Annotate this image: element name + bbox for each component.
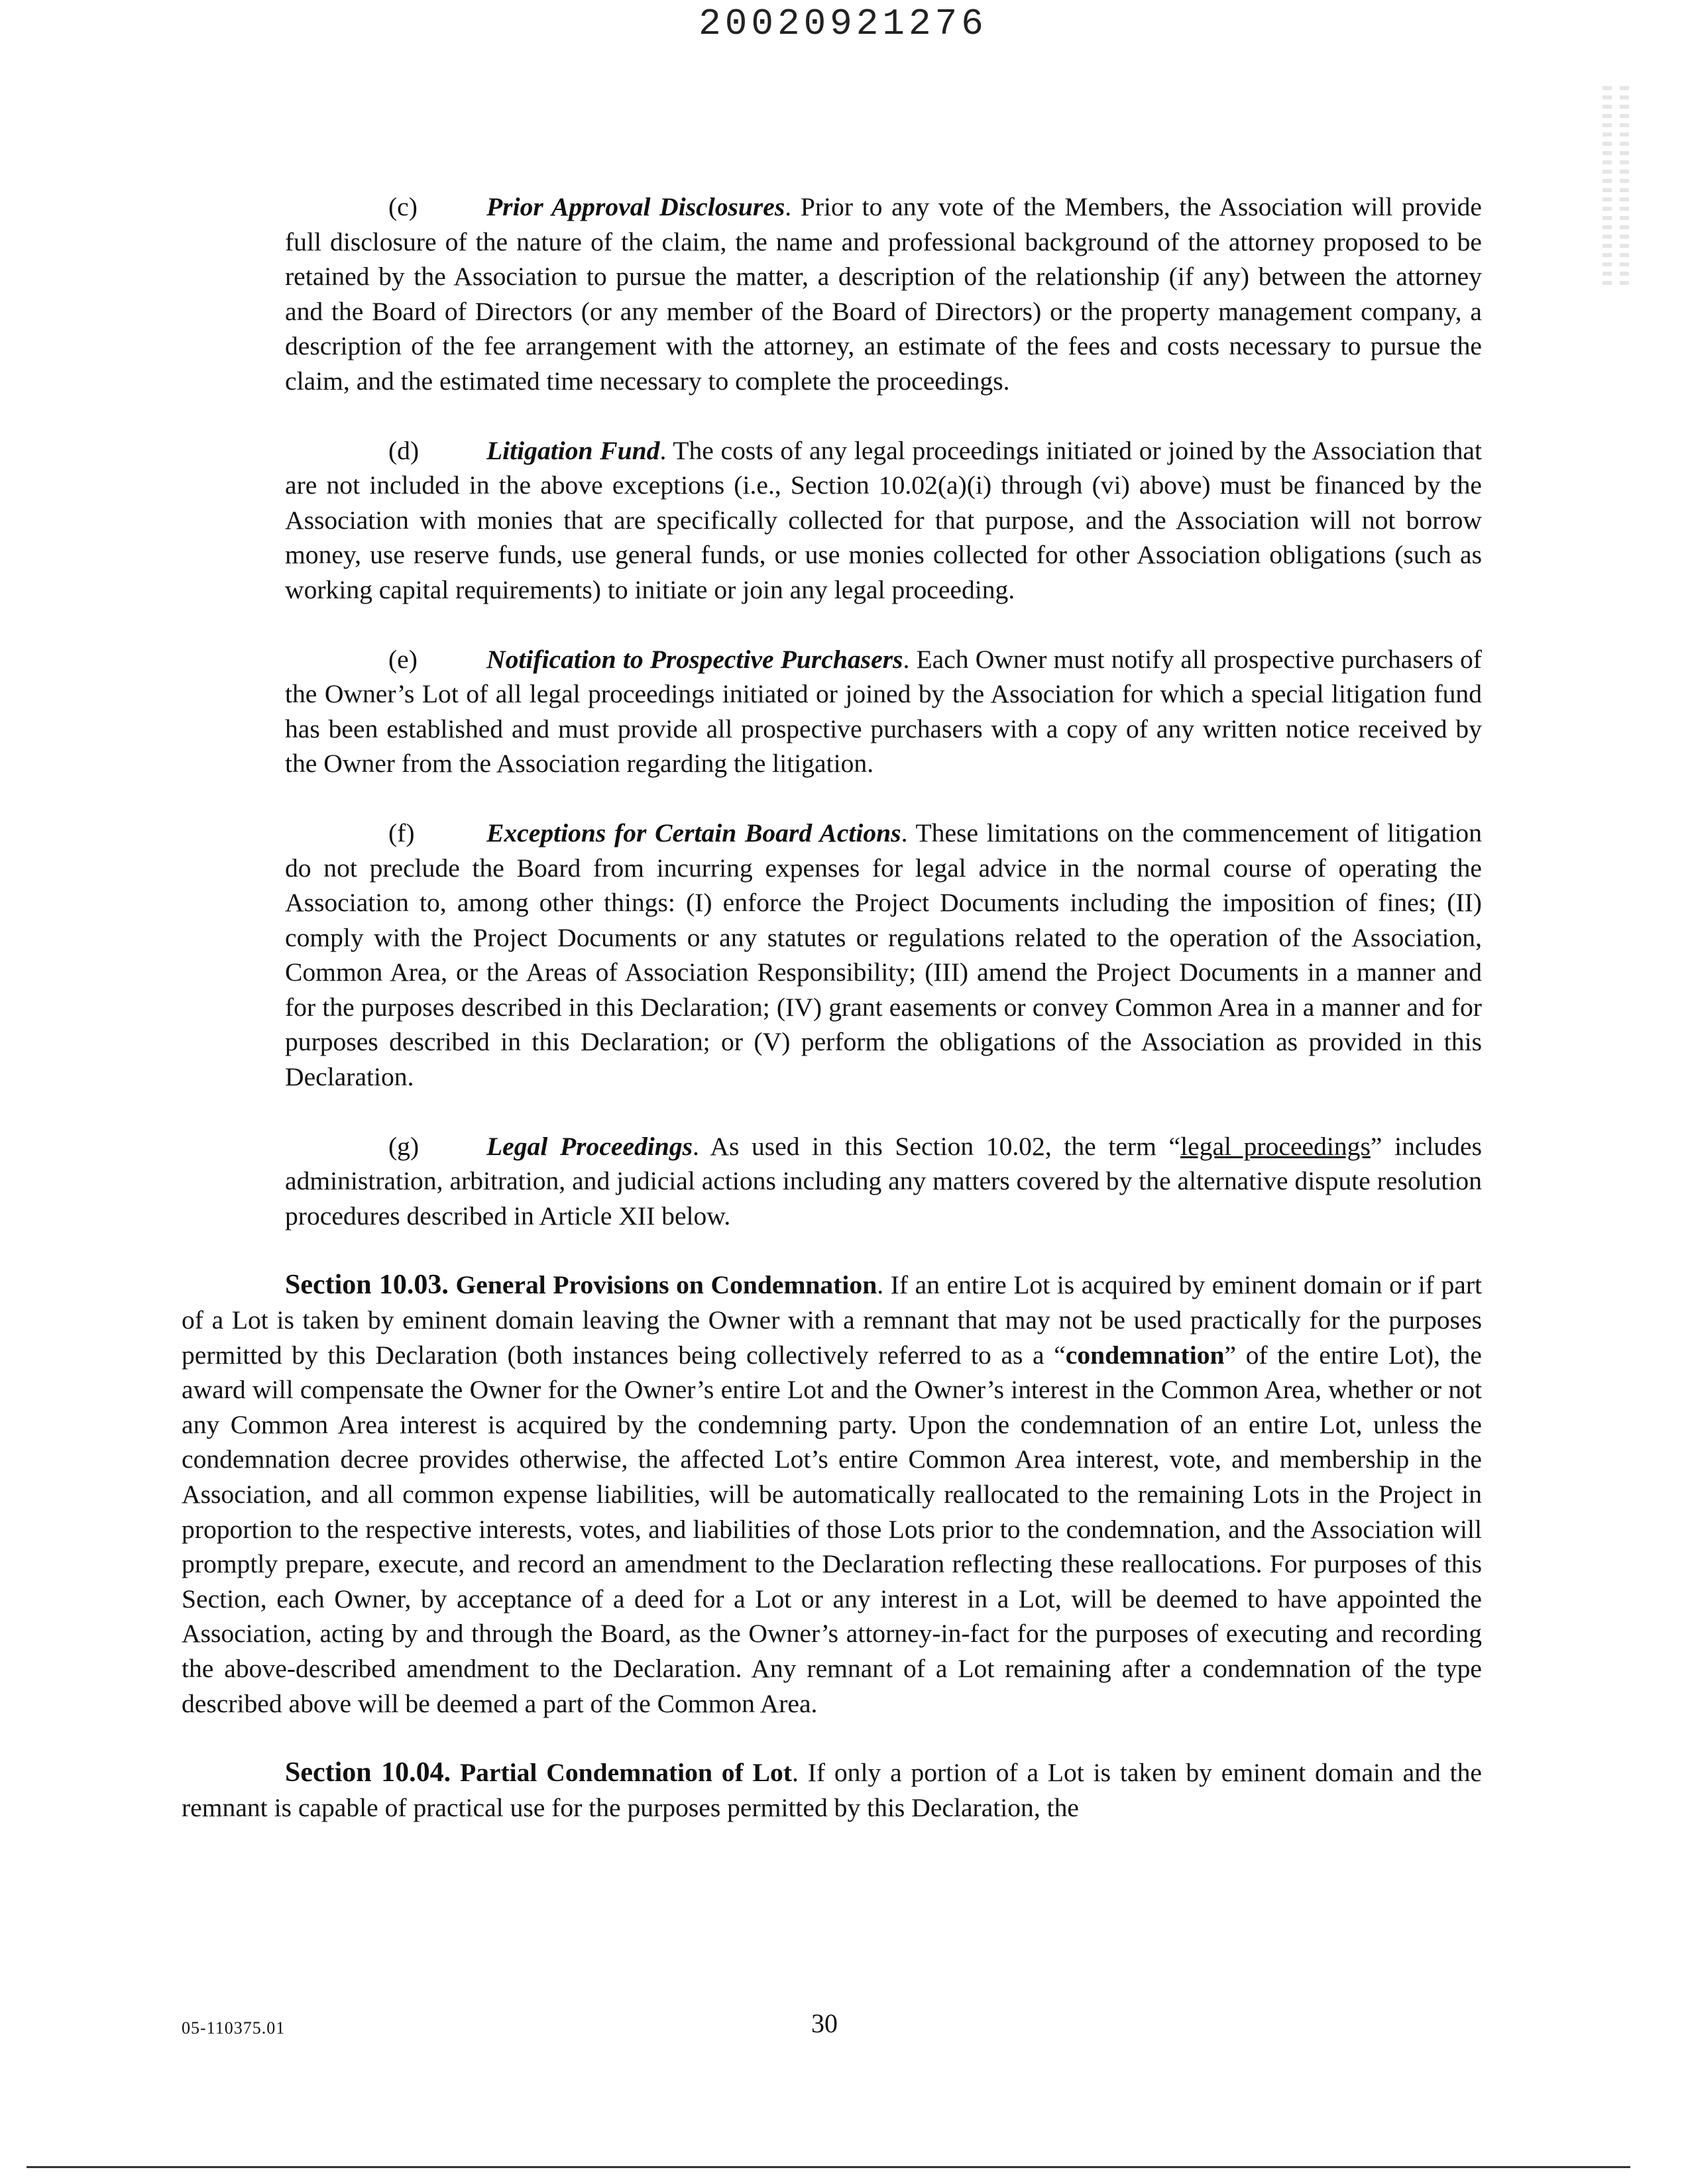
page-number: 30 <box>811 2008 838 2038</box>
paragraph-marker: (d) <box>388 435 420 465</box>
footer-rule <box>0 2166 1686 2168</box>
paragraph-text: As used in this Section 10.02, the term “ <box>699 1131 1181 1161</box>
paragraph-title: Prior Approval Disclosures <box>486 192 785 221</box>
section-text: If only a portion of a Lot is taken by eminent domain and the remnant is capable of practical use for the purposes permitted by this Declaration, the <box>182 1758 1482 1822</box>
paragraph-marker: (c) <box>388 192 418 221</box>
section-heading: Partial Condemnation of Lot <box>459 1758 792 1788</box>
footer-document-code: 05-110375.01 <box>182 2018 286 2038</box>
paragraph-marker: (f) <box>388 818 415 847</box>
section-number: Section 10.03. <box>285 1270 449 1301</box>
section-text: If an entire Lot is acquired by eminent domain or if part of a Lot is taken by eminent domain leaving the Owner with a remnant that may not be used practically for the purposes permitted by this Declaration (both instances being collectively referred to as a “ <box>182 1270 1482 1370</box>
paragraph-marker: (e) <box>388 644 418 674</box>
paragraph-text: These limitations on the commencement of litigation do not preclude the Board from incurring expenses for legal advice in the normal course of operating the Association to, among other things: (I) enforce the Project Documents including the imposition of fines; (II) comply with the Project Documents or any statutes or regulations related to the operation of the Association, Common Area, or the Areas of Association Responsibility; (III) amend the Project Documents in a manner and for the purposes described in this Declaration; (IV) grant easements or convey Common Area in a manner and for purposes described in this Declaration; or (V) perform the obligations of the Association as provided in this Declaration. <box>285 818 1483 1092</box>
paragraph-f: (f) Exceptions for Certain Board Actions. These limitations on the commencement of litigation do not preclude the Board from incurring expenses for legal advice in the normal course of operating the Association to, among other things: (I) enforce the Project Documents including the imposition of fines; (II) comply with the Project Documents or any statutes or regulations related to the operation of the Association, Common Area, or the Areas of Association Responsibility; (III) amend the Project Documents in a manner and for the purposes described in this Declaration; (IV) grant easements or convey Common Area in a manner and for purposes described in this Declaration; or (V) perform the obligations of the Association as provided in this Declaration. <box>182 816 1482 1095</box>
paragraph-title: Legal Proceedings <box>486 1131 693 1161</box>
section-number: Section 10.04. <box>285 1757 451 1788</box>
document-body <box>182 190 1482 1825</box>
paragraph-marker: (g) <box>388 1131 420 1161</box>
defined-term: legal proceedings <box>1180 1131 1371 1161</box>
paragraph-e: (e) Notification to Prospective Purchasers. Each Owner must notify all prospective purchasers of the Owner’s Lot of all legal proceedings initiated or joined by the Association for which a special litigation fund has been established and must provide all prospective purchasers with a copy of any written notice received by the Owner from the Association regarding the litigation. <box>182 642 1482 781</box>
paragraph-text: The costs of any legal proceedings initiated or joined by the Association that are not included in the above exceptions (i.e., Section 10.02(a)(i) through (vi) above) must be financed by the Association with monies that are specifically collected for that purpose, and the Association will not borrow money, use reserve funds, use general funds, or use monies collected for other Association obligations (such as working capital requirements) to initiate or join any legal proceeding. <box>285 435 1482 604</box>
paragraph-title: Notification to Prospective Purchasers <box>486 644 903 674</box>
paragraph-g: (g) Legal Proceedings. As used in this Section 10.02, the term “legal proceedings” includes administration, arbitration, and judicial actions including any matters covered by the alternative dispute resolution procedures described in Article XII below. <box>182 1129 1482 1234</box>
section-text: ” of the entire Lot), the award will compensate the Owner for the Owner’s entire Lot and the Owner’s interest in the Common Area, whether or not any Common Area interest is acquired by the condemning party. Upon the condemnation of an entire Lot, unless the condemnation decree provides otherwise, the affected Lot’s entire Common Area interest, vote, and membership in the Association, and all common expense liabilities, will be automatically reallocated to the remaining Lots in the Project in proportion to the respective interests, votes, and liabilities of those Lots prior to the condemnation, and the Association will promptly prepare, execute, and record an amendment to the Declaration reflecting these reallocations. For purposes of this Section, each Owner, by acceptance of a deed for a Lot or any interest in a Lot, will be deemed to have appointed the Association, acting by and through the Board, as the Owner’s attorney-in-fact for the purposes of executing and recording the above-described amendment to the Declaration. Any remnant of a Lot remaining after a condemnation of the type described above will be deemed a part of the Common Area. <box>182 1340 1482 1718</box>
paragraph-text: ” includes administration, arbitration, and judicial actions including any matters covered by the alternative dispute resolution procedures described in Article XII below. <box>285 1131 1482 1230</box>
section-heading: General Provisions on Condemnation <box>455 1270 877 1300</box>
section-10-03: Section 10.03. General Provisions on Condemnation. If an entire Lot is acquired by eminent domain or if part of a Lot is taken by eminent domain leaving the Owner with a remnant that may not be used practically for the purposes permitted by this Declaration (both instances being collectively referred to as a “condemnation” of the entire Lot), the award will compensate the Owner for the Owner’s entire Lot and the Owner’s interest in the Common Area, whether or not any Common Area interest is acquired by the condemning party. Upon the condemnation of an entire Lot, unless the condemnation decree provides otherwise, the affected Lot’s entire Common Area interest, vote, and membership in the Association, and all common expense liabilities, will be automatically reallocated to the remaining Lots in the Project in proportion to the respective interests, votes, and liabilities of those Lots prior to the condemnation, and the Association will promptly prepare, execute, and record an amendment to the Declaration reflecting these reallocations. For purposes of this Section, each Owner, by acceptance of a deed for a Lot or any interest in a Lot, will be deemed to have appointed the Association, acting by and through the Board, as the Owner’s attorney-in-fact for the purposes of executing and recording the above-described amendment to the Declaration. Any remnant of a Lot remaining after a condemnation of the type described above will be deemed a part of the Common Area. <box>182 1270 1482 1718</box>
paragraph-text: Each Owner must notify all prospective purchasers of the Owner’s Lot of all legal proceedings initiated or joined by the Association for which a special litigation fund has been established and must provide all prospective purchasers with a copy of any written notice received by the Owner from the Association regarding the litigation. <box>285 644 1482 779</box>
paragraph-text: Prior to any vote of the Members, the Association will provide full disclosure of the nature of the claim, the name and professional background of the attorney proposed to be retained by the Association to pursue the matter, a description of the relationship (if any) between the attorney and the Board of Directors (or any member of the Board of Directors) or the property management company, a description of the fee arrangement with the attorney, an estimate of the fees and costs necessary to pursue the claim, and the estimated time necessary to complete the proceedings. <box>285 192 1482 396</box>
section-10-04: Section 10.04. Partial Condemnation of Lot. If only a portion of a Lot is taken by eminent domain and the remnant is capable of practical use for the purposes permitted by this Declaration, the <box>182 1757 1482 1822</box>
paragraph-title: Litigation Fund <box>486 435 660 465</box>
document-number: 20020921276 <box>699 3 987 45</box>
paragraph-title: Exceptions for Certain Board Actions <box>486 818 901 847</box>
margin-stamp <box>1589 86 1642 285</box>
defined-term: condemnation <box>1065 1340 1225 1370</box>
paragraph-d: (d) Litigation Fund. The costs of any legal proceedings initiated or joined by the Association that are not included in the above exceptions (i.e., Section 10.02(a)(i) through (vi) above) must be financed by the Association with monies that are specifically collected for that purpose, and the Association will not borrow money, use reserve funds, use general funds, or use monies collected for other Association obligations (such as working capital requirements) to initiate or join any legal proceeding. <box>182 433 1482 608</box>
paragraph-c: (c) Prior Approval Disclosures. Prior to any vote of the Members, the Association will provide full disclosure of the nature of the claim, the name and professional background of the attorney proposed to be retained by the Association to pursue the matter, a description of the relationship (if any) between the attorney and the Board of Directors (or any member of the Board of Directors) or the property management company, a description of the fee arrangement with the attorney, an estimate of the fees and costs necessary to pursue the claim, and the estimated time necessary to complete the proceedings. <box>182 190 1482 399</box>
